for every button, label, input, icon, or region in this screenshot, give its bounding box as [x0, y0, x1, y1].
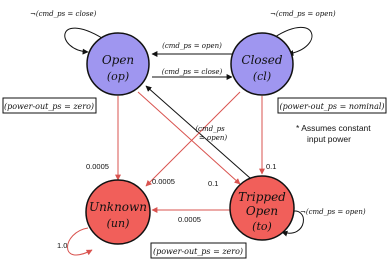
- state-unknown-name: Unknown: [88, 200, 148, 214]
- label-closed-to-unknown: 0.0005: [152, 177, 175, 186]
- state-closed-abbr: (cl): [252, 70, 272, 83]
- box-tripped-power-text: (power-out_ps = zero): [152, 247, 244, 256]
- state-open-name: Open: [101, 53, 135, 67]
- box-closed-power: [278, 98, 386, 113]
- state-tripped-name-line1: Tripped: [238, 190, 286, 204]
- state-tripped-name-line2: Open: [245, 204, 279, 218]
- note-line1: * Assumes constant: [296, 123, 371, 133]
- box-tripped-power: [151, 243, 246, 258]
- state-closed: [231, 33, 293, 95]
- state-open-abbr: (op): [106, 70, 130, 83]
- label-closed-to-open: (cmd_ps = open): [162, 42, 222, 50]
- label-open-to-unknown: 0.0005: [86, 162, 109, 171]
- label-open-self: ¬(cmd_ps = close): [30, 10, 97, 18]
- state-closed-name: Closed: [241, 53, 283, 67]
- box-closed-power-text: (power-out_ps = nominal): [279, 102, 385, 111]
- box-open-power: [3, 98, 96, 113]
- state-open: [87, 33, 149, 95]
- label-open-to-tripped: 0.1: [208, 179, 219, 188]
- state-tripped-abbr: (to): [252, 220, 272, 233]
- label-tripped-to-open-2: = open): [198, 134, 228, 142]
- unknown-self-loop: [68, 228, 93, 255]
- label-closed-to-tripped: 0.1: [266, 162, 277, 171]
- label-open-to-closed: (cmd_ps = close): [161, 68, 223, 76]
- label-unknown-self: 1.0: [57, 241, 68, 250]
- state-unknown-abbr: (un): [106, 217, 130, 230]
- box-open-power-text: (power-out_ps = zero): [3, 102, 95, 111]
- label-closed-self: ¬(cmd_ps = open): [270, 10, 336, 18]
- state-tripped-open: [230, 176, 294, 240]
- label-tripped-to-open-1: (cmd_ps: [195, 125, 225, 133]
- label-tripped-self: ¬(cmd_ps = open): [300, 208, 366, 216]
- label-tripped-to-unknown: 0.0005: [178, 215, 201, 224]
- note-line2: input power: [307, 134, 351, 144]
- state-unknown: [86, 180, 150, 244]
